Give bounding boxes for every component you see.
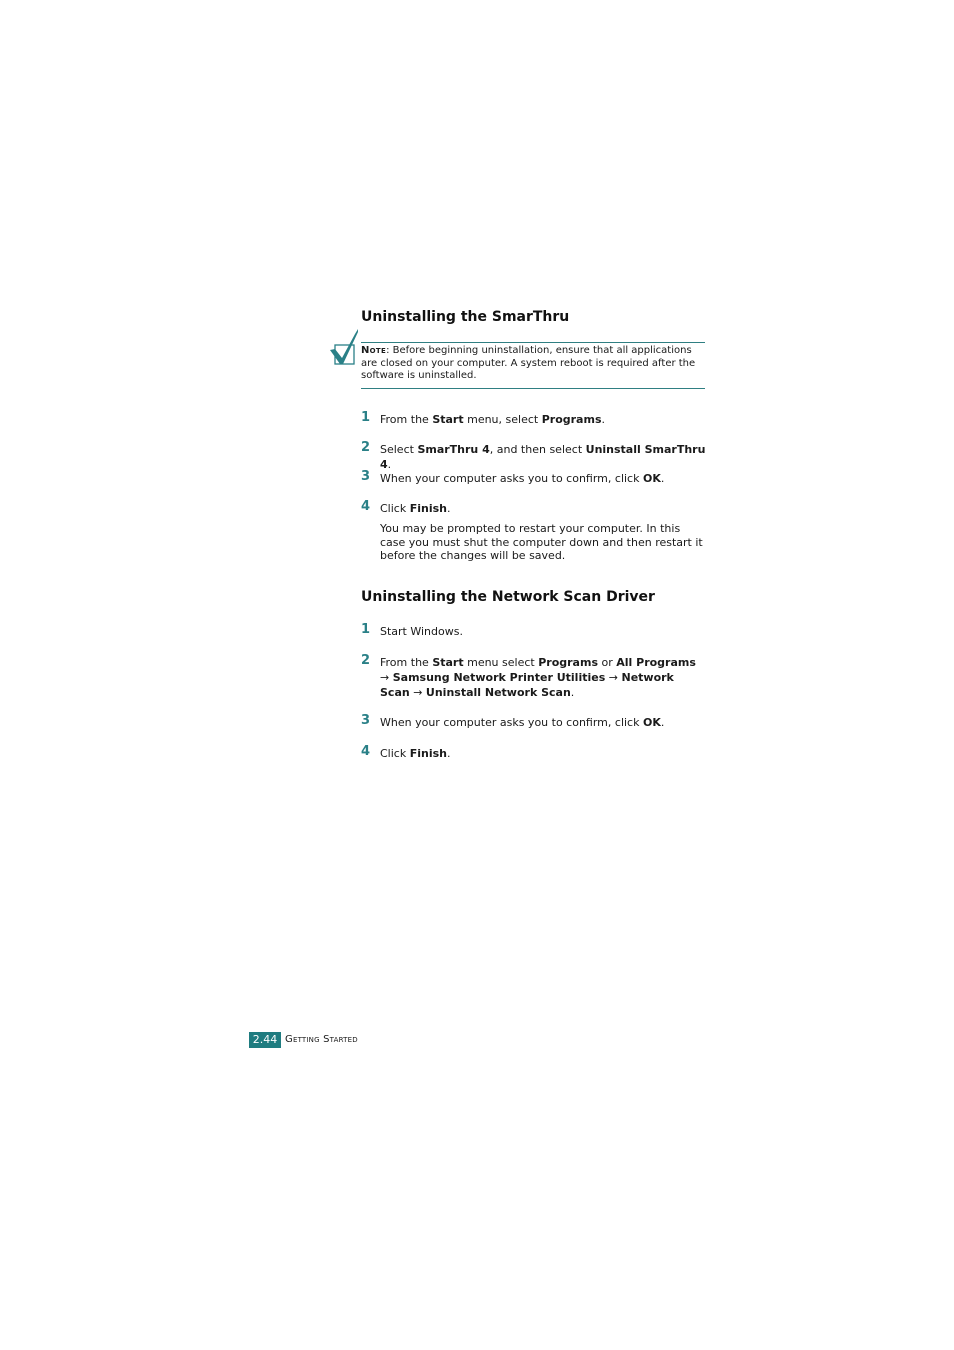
step-run: → (409, 686, 426, 699)
step-emphasis: Finish (409, 502, 447, 515)
note-box (361, 345, 705, 383)
step-text (380, 412, 706, 427)
section-title-network-scan: Uninstalling the Network Scan Driver (361, 589, 655, 605)
step-emphasis: All Programs (616, 656, 696, 669)
note-text: : Before beginning uninstallation, ensure that all applications are closed on your computer. A system reboot is required after the software is uninstalled. (361, 345, 696, 382)
step-number: 2 (361, 440, 371, 455)
step-run: , and then select (489, 443, 586, 456)
step-emphasis: OK (642, 472, 661, 485)
step-run: menu, select (463, 413, 542, 426)
step-number: 3 (361, 469, 371, 484)
step-text (380, 715, 706, 730)
step-run: Start Windows. (380, 625, 463, 638)
step-text (380, 471, 706, 486)
step-run: . (446, 747, 451, 760)
step-run: . (660, 472, 665, 485)
step-run: When your computer asks you to confirm, click (380, 472, 643, 485)
step-text (380, 655, 706, 700)
step-run: . (601, 413, 605, 426)
step-emphasis: Uninstall SmarThru 4 (380, 443, 706, 471)
step-text (380, 442, 706, 472)
step-run: menu select (463, 656, 539, 669)
step-emphasis: Start (432, 656, 464, 669)
step-number: 4 (361, 499, 371, 514)
chapter-title: Getting Started (285, 1034, 358, 1045)
note-bottom-rule (361, 388, 705, 389)
step-run: From the (380, 413, 433, 426)
step-run: Click (380, 747, 410, 760)
step-emphasis: Start (432, 413, 464, 426)
step-emphasis: Programs (541, 413, 602, 426)
step-number: 2 (361, 653, 371, 668)
section-title-smarthru: Uninstalling the SmarThru (361, 309, 570, 325)
step-emphasis: OK (642, 716, 661, 729)
step-number: 1 (361, 410, 371, 425)
step-number: 4 (361, 744, 371, 759)
step-run: From the (380, 656, 433, 669)
step-run: . (660, 716, 665, 729)
step-run: . (570, 686, 575, 699)
step-emphasis: Finish (409, 747, 447, 760)
note-label: Note (361, 345, 387, 356)
step-text (380, 624, 706, 639)
restart-paragraph: You may be prompted to restart your computer. In this case you must shut the computer down and then restart it before the changes will be saved. (380, 522, 703, 563)
step-run: Select (380, 443, 418, 456)
note-top-rule (361, 342, 705, 343)
checkmark-note-icon (329, 328, 361, 368)
step-run: When your computer asks you to confirm, click (380, 716, 643, 729)
page-number: 2.44 (249, 1032, 281, 1048)
step-run: → (605, 671, 622, 684)
step-number: 3 (361, 713, 371, 728)
step-run: . (387, 458, 392, 471)
step-emphasis: Samsung Network Printer Utilities (392, 671, 606, 684)
step-text (380, 746, 706, 761)
step-emphasis: Uninstall Network Scan (425, 686, 571, 699)
step-emphasis: Programs (538, 656, 598, 669)
step-run: Click (380, 502, 410, 515)
step-run: . (446, 502, 451, 515)
step-number: 1 (361, 622, 371, 637)
step-run: → (380, 671, 393, 684)
step-emphasis: Network Scan (380, 671, 674, 699)
step-emphasis: SmarThru 4 (417, 443, 490, 456)
step-text (380, 501, 706, 516)
step-run: or (598, 656, 617, 669)
